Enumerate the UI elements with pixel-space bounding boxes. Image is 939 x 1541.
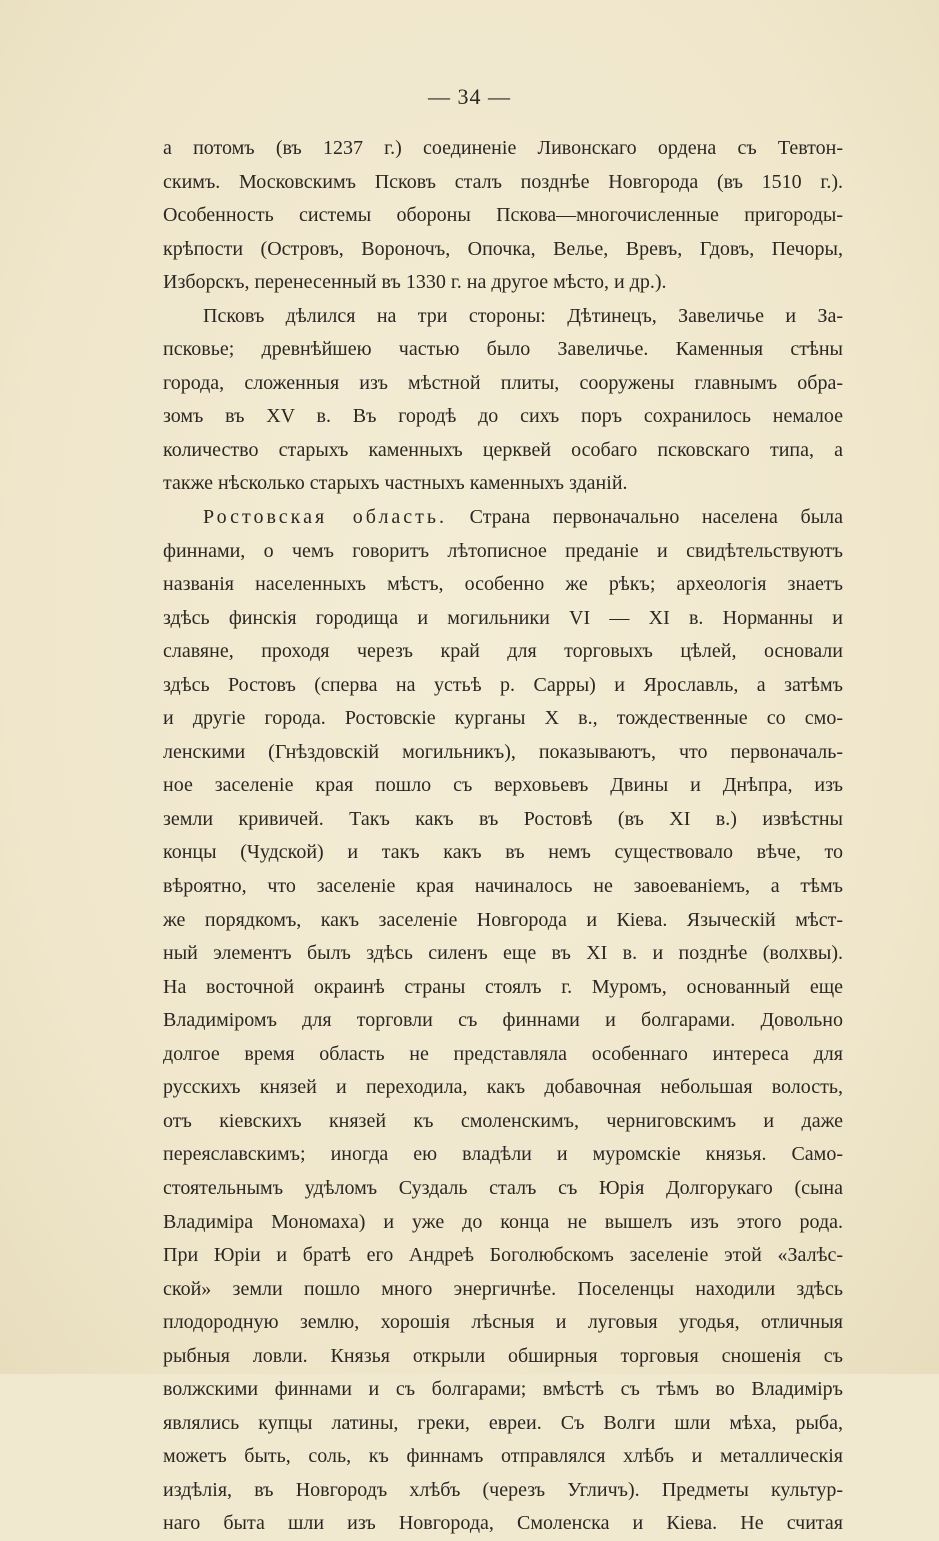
text-line: При Юрiи и братѣ его Андреѣ Боголюбскомъ заселенiе этой «Залѣс- xyxy=(163,1244,843,1267)
text-line: издѣлiя, въ Новгородъ хлѣбъ (черезъ Угличъ). Предметы культур- xyxy=(163,1478,843,1501)
text-line xyxy=(163,501,843,535)
text-line: здѣсь финскiя городища и могильники VI — XI в. Норманны и xyxy=(163,606,843,629)
section-heading: Ростовская область. xyxy=(203,506,448,529)
text-line: стоятельнымъ удѣломъ Суздаль сталъ съ Юрiя Долгорукаго (сына xyxy=(163,1176,843,1199)
text-line: скимъ. Московскимъ Псковъ сталъ позднѣе Новгорода (въ 1510 г.). xyxy=(163,170,843,193)
text-line: ской» земли пошло много энергичнѣе. Поселенцы находили здѣсь xyxy=(163,1277,843,1300)
text-line: названiя населенныхъ мѣстъ, особенно же рѣкъ; археологiя знаетъ xyxy=(163,573,843,596)
text-line: концы (Чудской) и такъ какъ въ немъ существовало вѣче, то xyxy=(163,841,843,864)
text-line: ленскими (Гнѣздовскiй могильникъ), показываютъ, что первоначаль- xyxy=(163,740,843,763)
text-line: псковье; древнѣйшею частью было Завеличье. Каменныя стѣны xyxy=(163,338,843,361)
text-line: финнами, о чемъ говоритъ лѣтописное преданiе и свидѣтельствуютъ xyxy=(163,539,843,562)
text-line: долгое время область не представляла особеннаго интереса для xyxy=(163,1042,843,1065)
text-line: Особенность системы обороны Пскова—многочисленные пригороды- xyxy=(163,204,843,227)
text-line: Владимiра Мономаха) и уже до конца не вышелъ изъ этого рода. xyxy=(163,1210,843,1233)
text-line: и другiе города. Ростовскiе курганы X в., тождественные со смо- xyxy=(163,707,843,730)
text-line: количество старыхъ каменныхъ церквей особаго псковскаго типа, а xyxy=(163,438,843,461)
page-number: — 34 — xyxy=(428,84,511,109)
text-line: здѣсь Ростовъ (сперва на устьѣ р. Сарры) и Ярославль, а затѣмъ xyxy=(163,673,843,696)
text-line: а потомъ (въ 1237 г.) соединенiе Ливонскаго ордена съ Тевтон- xyxy=(163,137,843,159)
text-line: плодородную землю, хорошiя лѣсныя и луговыя угодья, отличныя xyxy=(163,1311,843,1334)
text-line: ный элементъ былъ здѣсь силенъ еще въ XI в. и позднѣе (волхвы). xyxy=(163,942,843,965)
text-line: отъ кiевскихъ князей къ смоленскимъ, черниговскимъ и даже xyxy=(163,1109,843,1132)
text-line: На восточной окраинѣ страны стоялъ г. Муромъ, основанный еще xyxy=(163,975,843,998)
text-line: являлись купцы латины, греки, евреи. Съ Волги шли мѣха, рыба, xyxy=(163,1411,843,1434)
text-line: Изборскъ, перенесенный въ 1330 г. на другое мѣсто, и др.). xyxy=(163,271,667,294)
text-line: Владимiромъ для торговли съ финнами и болгарами. Довольно xyxy=(163,1009,843,1032)
text-line: же порядкомъ, какъ заселенiе Новгорода и Кiева. Языческiй мѣст- xyxy=(163,908,843,931)
text-line: зомъ въ XV в. Въ городѣ до сихъ поръ сохранилось немалое xyxy=(163,405,843,428)
text-line: также нѣсколько старыхъ частныхъ каменныхъ зданiй. xyxy=(163,472,628,495)
text-line: города, сложенныя изъ мѣстной плиты, сооружены главнымъ обра- xyxy=(163,371,843,394)
text-line: Псковъ дѣлился на три стороны: Дѣтинецъ, Завеличье и За- xyxy=(203,304,843,327)
text-line: переяславскимъ; иногда ею владѣли и муромскiе князья. Само- xyxy=(163,1143,843,1166)
text-line: рыбныя ловли. Князья открыли обширныя торговыя сношенiя съ xyxy=(163,1344,843,1367)
body-text xyxy=(163,132,843,1541)
text-line: волжскими финнами и съ болгарами; вмѣстѣ съ тѣмъ во Владимiръ xyxy=(163,1378,843,1401)
text-line: можетъ быть, соль, къ финнамъ отправлялся хлѣбъ и металлическiя xyxy=(163,1445,843,1468)
text-line: крѣпости (Островъ, Вороночъ, Опочка, Велье, Вревъ, Гдовъ, Печоры, xyxy=(163,237,843,260)
text-line: вѣроятно, что заселенiе края начиналось не завоеванiемъ, а тѣмъ xyxy=(163,875,843,898)
text-line: наго быта шли изъ Новгорода, Смоленска и Кiева. Не считая xyxy=(163,1512,843,1535)
line-text: Страна первоначально населена была xyxy=(469,506,843,529)
text-line: ное заселенiе края пошло съ верховьевъ Двины и Днѣпра, изъ xyxy=(163,774,843,797)
text-line: русскихъ князей и переходила, какъ добавочная небольшая волость, xyxy=(163,1076,843,1099)
text-line: земли кривичей. Такъ какъ въ Ростовѣ (въ XI в.) извѣстны xyxy=(163,807,843,830)
text-line: славяне, проходя черезъ край для торговыхъ цѣлей, основали xyxy=(163,640,843,663)
